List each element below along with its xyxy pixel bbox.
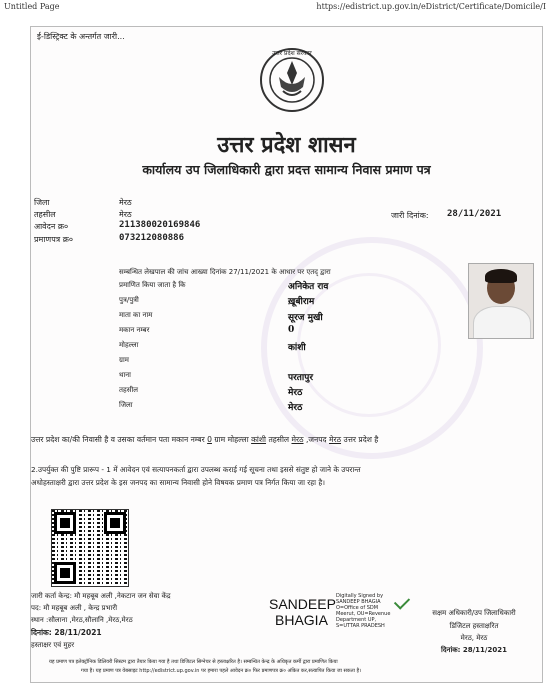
browser-url[interactable]: https://edistrict.up.gov.in/eDistrict/Certificate/Domicile/I	[316, 2, 546, 11]
field-value-mohalla: कांशी	[288, 343, 306, 353]
certificate-document	[30, 26, 543, 683]
field-value-house: 0	[288, 325, 295, 335]
confirmation-paragraph-line-1: 2.उपर्युक्त की पुष्टि प्रारूप - 1 में आवेदन एवं सत्यापनकर्ता द्वारा उपलब्ध कराई गई सूचना तथा इससे संतुष्ट हो जाने के उपरान्त	[31, 465, 361, 474]
field-value-tehsil: मेरठ	[288, 388, 303, 398]
field-value-district: मेरठ	[288, 403, 303, 413]
issue-date-label: जारी दिनांक:	[391, 211, 429, 220]
issuing-post: पद: मौ महबूब अली , केन्द्र प्रभारी	[31, 604, 118, 612]
field-label-house: मकान नम्बर	[119, 326, 150, 334]
field-value-mother: सूरज मुखी	[288, 313, 323, 323]
field-value-parent: ख़ूबीराम	[288, 297, 315, 307]
issuing-date: दिनांक: 28/11/2021	[31, 628, 102, 637]
field-label-police-station: थाना	[119, 371, 131, 379]
field-label-mohalla: मोहल्ला	[119, 341, 139, 349]
signature-valid-icon	[394, 593, 410, 609]
issue-date-value: 28/11/2021	[447, 209, 502, 219]
field-label-village: ग्राम	[119, 356, 129, 364]
authority-location: मेरठ, मेरठ	[460, 634, 488, 642]
issuing-centre: जारी कर्ता केन्द्र: मौ महबूब अली ,नेकटान जन सेवा केंद्र	[31, 592, 171, 600]
certificate-number-value: 073212080886	[119, 233, 185, 243]
field-label-mother: माता का नाम	[119, 311, 153, 319]
confirmation-paragraph-line-2: अधोहस्ताक्षरी द्वारा उत्तर प्रदेश के इस जनपद का सामान्य निवासी होने विषयक प्रमाण पत्र निर्गत किया जा रहा है।	[31, 478, 325, 487]
signer-name-line-1: SANDEEP	[269, 596, 336, 612]
certificate-title: कार्यालय उप जिलाधिकारी द्वारा प्रदत्त सामान्य निवास प्रमाण पत्र	[142, 162, 431, 177]
tehsil-label: तहसील	[34, 210, 56, 219]
applicant-photo	[468, 263, 534, 339]
application-number-value: 211380020169846	[119, 220, 201, 230]
issued-under-note: ई-डिस्ट्रिक्ट के अन्तर्गत जारी...	[37, 32, 125, 41]
applicant-name: अनिकेत राव	[288, 282, 329, 292]
signature-stamp-label: हस्ताक्षर एवं मुहर	[31, 641, 75, 649]
field-label-district: जिला	[119, 401, 133, 409]
intro-line-2: प्रमाणित किया जाता है कि	[119, 281, 186, 289]
government-title: उत्तर प्रदेश शासन	[217, 132, 356, 158]
authority-date: दिनांक: 28/11/2021	[441, 646, 507, 654]
issuing-place: स्थान :सौलाना ,मेरठ,सौलानि ,मेरठ,मेरठ	[31, 616, 133, 624]
field-label-parent: पुत्र/पुत्री	[119, 296, 139, 304]
signer-name-line-2: BHAGIA	[275, 612, 328, 628]
footer-note-line-2: गया है। यह प्रमाण पत्र वेबसाइट http://edistrict.up.gov.in पर हमारा पहले आवेदन क्र० फिर प्रमाणपत्र क्र० अंकित कर,सत्यापित किया जा सकता है।	[81, 668, 362, 674]
authority-title: सक्षम अधिकारी/उप जिलाधिकारी	[432, 609, 516, 617]
field-label-tehsil: तहसील	[119, 386, 138, 394]
district-value: मेरठ	[119, 198, 132, 207]
qr-code-icon	[51, 509, 129, 587]
authority-digitally-signed: डिजिटल हस्ताक्षरित	[449, 622, 499, 630]
intro-line-1: सम्बन्धित लेखपाल की जांच आख्या दिनांक 27/11/2021 के आधार पर एतद् द्वारा	[119, 268, 331, 276]
resident-statement: उत्तर प्रदेश का/की निवासी है व उसका वर्तमान पता मकान नम्बर 0 ग्राम मोहल्ला कांशी तहसील मेरठ ,जनपद मेरठ उत्तर प्रदेश है	[31, 435, 379, 444]
browser-tab-title: Untitled Page	[4, 2, 60, 11]
certificate-number-label: प्रमाणपत्र क्र०	[34, 235, 73, 244]
footer-note-line-1: यह प्रमाण पत्र इलेक्ट्रॉनिक डिलिवरी सिस्टम द्वारा तैयार किया गया है तथा डिजिटल सिग्नेचर से हस्ताक्षरित है। सम्बन्धित केन्द्र के अधिकृत कर्मी द्वारा प्रमाणित किया	[49, 659, 338, 665]
field-value-police-station: परतापुर	[288, 373, 314, 383]
tehsil-value: मेरठ	[119, 210, 132, 219]
district-label: जिला	[34, 198, 50, 207]
application-number-label: आवेदन क्र०	[34, 222, 69, 231]
emblem-text: उत्तर प्रदेश सरकार	[272, 50, 312, 57]
digital-signature-block: Digitally Signed by SANDEEP BHAGIA O=Office of SDM Meerut, OU=Revenue Department UP, S=UTTAR PRADESH	[336, 593, 391, 629]
